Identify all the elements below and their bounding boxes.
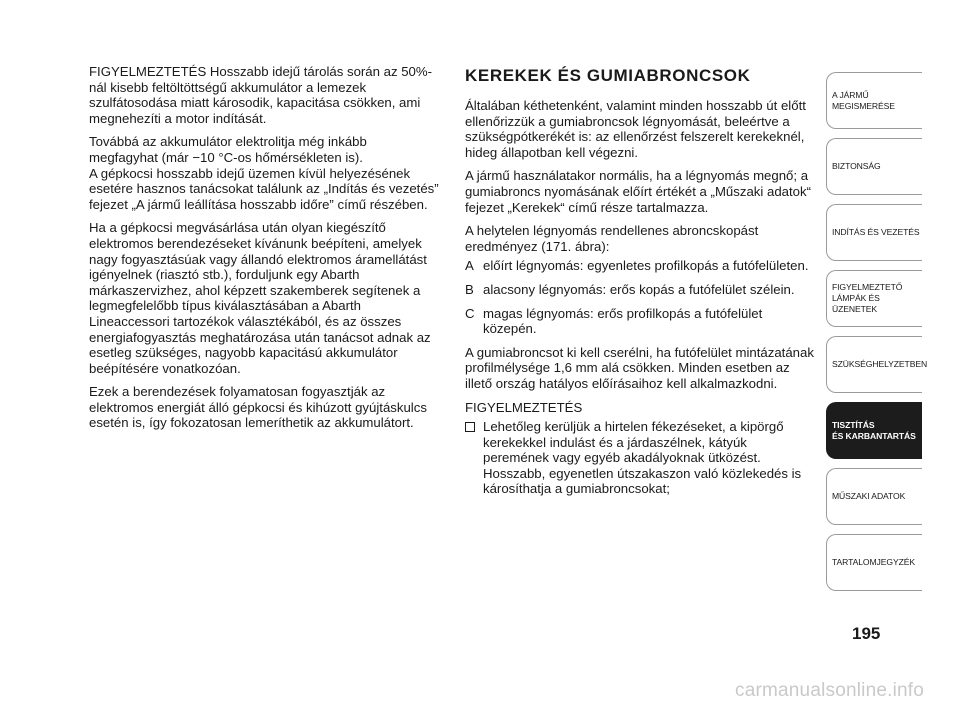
- tab-label-line1: INDÍTÁS ÉS VEZETÉS: [832, 227, 920, 237]
- tab-label-line1: FIGYELMEZTETŐ: [832, 282, 903, 292]
- tab-label-line1: A JÁRMŰ: [832, 89, 869, 100]
- section-title: KEREKEK ÉS GUMIABRONCSOK: [465, 66, 751, 85]
- right-column: [465, 66, 815, 497]
- tab-label-line1: BIZTONSÁG: [832, 161, 881, 171]
- list-marker: A: [465, 258, 474, 274]
- tab-index[interactable]: [826, 534, 922, 591]
- paragraph-check-pressure: Általában kéthetenként, valamint minden hosszabb út előtt ellenőrizzük a gumiabroncsok légnyomását, beleértve a szükségpótkerékét is: az ellenőrzést felszerelt kerekeknél, hideg állapotban kell végezni.: [465, 98, 806, 160]
- tab-label-line1: TARTALOMJEGYZÉK: [832, 557, 916, 567]
- tab-safety[interactable]: [826, 138, 922, 195]
- paragraph-accessories: Ha a gépkocsi megvásárlása után olyan kiegészítő elektromos berendezéseket kívánunk beépíteni, amelyek nagy fogyasztásúak vagy állandó elektromos áramellátást igényelnek (riasztó stb.), forduljunk egy Abarth márkaszervizhez, ahol képzett szakemberek segítenek a legmegfelelőbb típus kiválasztásában a Abarth Lineaccessori tartozékok választékából, és az összes energiafogyasztás meghatározása után tanácsot adnak az esetleg szükséges, nagyobb kapacitású akkumulátor beépítésére vonatkozóan.: [89, 220, 431, 376]
- warning-bullet-item: [465, 419, 815, 497]
- tab-starting-driving[interactable]: [826, 204, 922, 261]
- paragraph-long-storage: A gépkocsi hosszabb idejű üzemen kívül helyezésének esetére hasznos tanácsokat találunk az „Indítás és vezetés” fejezet „A jármű leállítása hosszabb időre” című részében.: [89, 165, 439, 212]
- left-column: [89, 64, 439, 439]
- checkbox-bullet-icon: [465, 422, 475, 432]
- tab-label-line2: LÁMPÁK ÉS ÜZENETEK: [832, 293, 880, 314]
- paragraph-consumption: Ezek a berendezések folyamatosan fogyasztják az elektromos energiát álló gépkocsi és kihúzott gyújtáskulcs esetén is, így fokozatosan lemeríthetik az akkumulátort.: [89, 384, 427, 431]
- tab-technical-data[interactable]: [826, 468, 922, 525]
- warning-label: FIGYELMEZTETÉS: [465, 399, 583, 415]
- list-item: [465, 282, 815, 298]
- list-text: alacsony légnyomás: erős kopás a futófelület szélein.: [483, 281, 795, 297]
- list-marker: C: [465, 305, 475, 321]
- tab-cleaning-maintenance[interactable]: [826, 402, 922, 459]
- paragraph-pressure-rise: A jármű használatakor normális, ha a légnyomás megnő; a gumiabroncs nyomásának előírt értékét a „Műszaki adatok“ fejezet „Kerekek“ című része tartalmazza.: [465, 168, 811, 215]
- list-text: magas légnyomás: erős profilkopás a futófelület közepén.: [483, 305, 763, 337]
- paragraph-replace-tyre: A gumiabroncsot ki kell cserélni, ha futófelület mintázatának profilmélysége 1,6 mm alá csökken. Minden esetben az illető ország hatályos előírásaihoz kell alkalmazkodni.: [465, 344, 814, 391]
- tab-label-line1: MŰSZAKI ADATOK: [832, 491, 906, 501]
- tab-label-line2: MEGISMERÉSE: [832, 100, 895, 111]
- warning-bullet-text: Lehetőleg kerüljük a hirtelen fékezéseket, a kipörgő kerekekkel indulást és a járdaszélnek, kátyúk peremének vagy egyéb akadályoknak ütközést. Hosszabb, egyenetlen útszakaszon való közlekedés is károsíthatja a gumiabroncsokat;: [483, 419, 802, 497]
- page-number: 195: [852, 624, 881, 643]
- tab-label-line1: TISZTÍTÁS: [832, 419, 875, 430]
- list-marker: B: [465, 281, 474, 297]
- paragraph-storage-warning: FIGYELMEZTETÉS Hosszabb idejű tárolás során az 50%-nál kisebb feltöltöttségű akkumulátor a lemezek szulfátosodása miatt károsodik, kapacitása csökken, ami megnehezíti a motor indítását.: [89, 64, 433, 126]
- paragraph-wrong-pressure: A helytelen légnyomás rendellenes abroncskopást eredményez (171. ábra):: [465, 223, 759, 254]
- list-text: előírt légnyomás: egyenletes profilkopás a futófelületen.: [483, 258, 809, 274]
- chapter-sidebar: [826, 72, 928, 600]
- list-item: [465, 258, 815, 274]
- tab-label-line2: ÉS KARBANTARTÁS: [832, 430, 916, 441]
- tab-vehicle-overview[interactable]: [826, 72, 922, 129]
- watermark: carmanualsonline.info: [735, 680, 925, 701]
- list-item: [465, 306, 815, 337]
- tab-label-line1: SZÜKSÉGHELYZETBEN: [832, 359, 928, 369]
- tab-warning-lights[interactable]: [826, 270, 922, 327]
- paragraph-electrolyte: Továbbá az akkumulátor elektrolitja még inkább megfagyhat (már −10 °C-os hőmérsékleten is).: [89, 134, 367, 165]
- tab-emergency[interactable]: [826, 336, 928, 393]
